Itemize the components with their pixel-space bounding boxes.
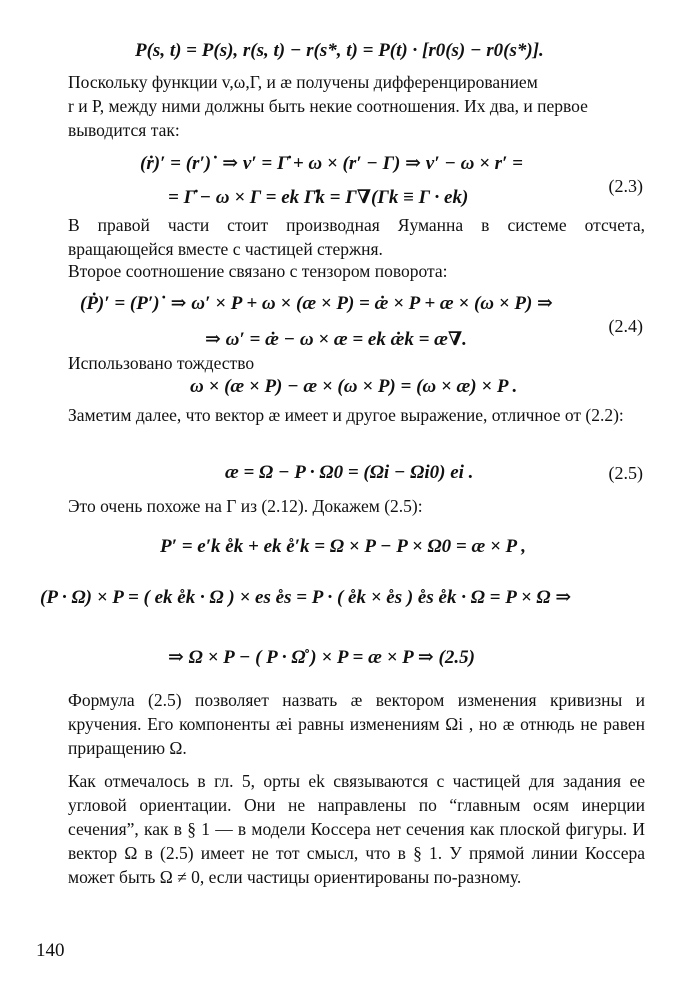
equation-2-3-line-2: = Γ̇ − ω × Γ = ek Γ̇k = Γ∇(Γk ≡ Γ · ek) (168, 187, 469, 208)
equation-identity: ω × (æ × P) − æ × (ω × P) = (ω × æ) × P . (190, 376, 518, 397)
equation-number-2-5: (2.5) (608, 463, 643, 483)
equation-number-2-4: (2.4) (608, 316, 643, 336)
equation-2-4-line-1: (Ṗ)′ = (P′)˙ ⇒ ω′ × P + ω × (æ × P) = æ̇ × P + æ × (ω × P) ⇒ (80, 293, 553, 314)
paragraph-cosserat: Как отмечалось в гл. 5, орты ek связываются с частицей для задания ее угловой ориентации. Они не направлены по “главным осям инерции сечения”, как в § 1 — в модели Коссера нет сечения как плоской фигуры. И вектор Ω в (2.5) имеет не тот смысл, что в § 1. У прямой линии Коссера может быть Ω ≠ 0, если частицы ориентированы по-разному. (68, 771, 645, 887)
equation-number-2-3: (2.3) (608, 176, 643, 196)
paragraph-1-line-1: Поскольку функции v,ω,Γ, и æ получены дифференцированием (68, 72, 538, 92)
equation-proof-line-2: (P · Ω) × P = ( ek e̊k · Ω ) × es e̊s = P · ( e̊k × e̊s ) e̊s e̊k · Ω = P × Ω ⇒ (40, 587, 572, 608)
equation-proof-line-1: P′ = e′k e̊k + ek e̊′k = Ω × P − P × Ω0 = æ × P , (160, 536, 526, 557)
equation-2-4-line-2: ⇒ ω′ = æ̇ − ω × æ = ek æ̇k = æ∇. (205, 329, 467, 350)
equation-2-5: æ = Ω − P · Ω0 = (Ωi − Ωi0) ei . (225, 462, 474, 483)
paragraph-identity-intro: Использовано тождество (68, 353, 255, 373)
paragraph-kappa-expression: Заметим далее, что вектор æ имеет и другое выражение, отличное от (2.2): (68, 405, 624, 425)
equation-top: P(s, t) = P(s), r(s, t) − r(s*, t) = P(t) · [r0(s) − r0(s*)]. (135, 40, 544, 61)
equation-2-3-line-1: (ṙ)′ = (r′)˙ ⇒ v′ = Γ̇ + ω × (r′ − Γ) ⇒ v′ − ω × r′ = (140, 153, 523, 174)
paragraph-rotation-tensor: Второе соотношение связано с тензором поворота: (68, 261, 448, 281)
paragraph-formula-meaning: Формула (2.5) позволяет назвать æ вектором изменения кривизны и кручения. Его компоненты æi равны изменениям Ωi , но æ отнюдь не равен приращению Ω. (68, 690, 645, 758)
paragraph-proof-intro: Это очень похоже на Γ из (2.12). Докажем (2.5): (68, 496, 423, 516)
paragraph-1-line-3: выводится так: (68, 120, 180, 140)
equation-proof-line-3: ⇒ Ω × P − ( P · Ω̊ ) × P = æ × P ⇒ (2.5) (168, 647, 475, 668)
page-number: 140 (36, 940, 65, 961)
paragraph-1-line-2: r и P, между ними должны быть некие соотношения. Их два, и первое (68, 96, 588, 116)
paragraph-jaumann: В правой части стоит производная Яуманна в системе отсчета, вращающейся вместе с частицей стержня. (68, 215, 645, 259)
